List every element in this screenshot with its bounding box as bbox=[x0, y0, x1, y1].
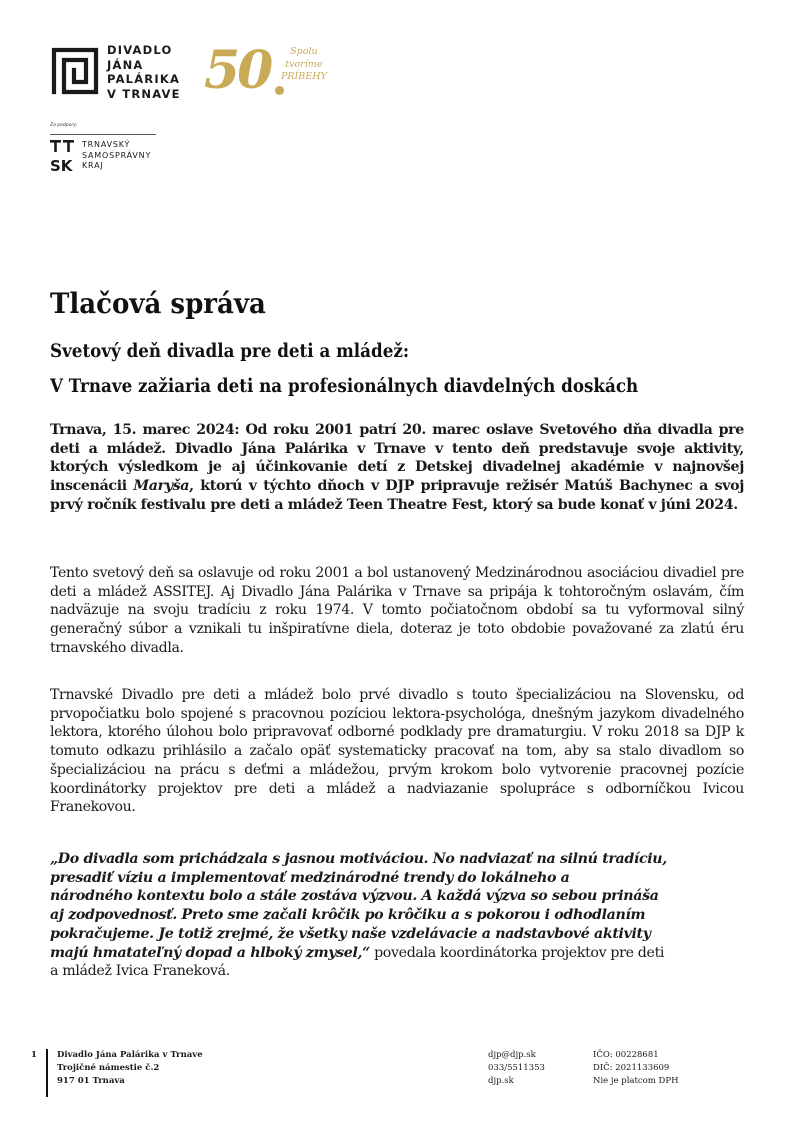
ttsk-wordmark bbox=[82, 140, 151, 172]
djp-maze-logo-icon bbox=[50, 46, 100, 96]
document-title: Tlačová správa bbox=[50, 287, 266, 320]
footer-phone: 033/5511353 bbox=[488, 1063, 545, 1073]
djp-logo-wordmark bbox=[107, 43, 181, 101]
anniversary-logo bbox=[204, 42, 354, 102]
production-title: Maryša bbox=[133, 478, 190, 495]
lead-paragraph bbox=[50, 421, 744, 515]
body-paragraph: Trnavské Divadlo pre deti a mládež bolo prvé divadlo s touto špecializáciou na Slovensku, od prvopočiatku bolo spojené s pracovnou pozíciou lektora-psychológa, dnešným jazykom divadelného lektora, ktorého úlohou bolo pripravovať odborné podklady pre dramaturgiu. V roku 2018 sa DJP k tomuto odkazu prihlásilo a začalo opäť systematicky pracovať na tom, aby sa stalo divadlom so špecializáciou na prácu s deťmi a mládežou, prvým krokom bolo vytvorenie pracovnej pozície koordinátorky projektov pre deti a mládež a nadviazanie spolupráce s odborníčkou Ivicou Franekovou. bbox=[50, 687, 744, 816]
anniversary-dot bbox=[275, 86, 284, 95]
ttsk-line: KRAJ bbox=[82, 161, 104, 170]
lead-text: , ktorú v týchto dňoch v DJP pripravuje režisér Matúš Bachynec a svoj prvý ročník festivalu pre deti a mládež Teen Theatre Fest, ktorý sa bude konať v júni 2024. bbox=[50, 478, 744, 513]
footer-line: IČO: 00228681 bbox=[593, 1050, 659, 1060]
ttsk-line: TRNAVSKÝ bbox=[82, 140, 131, 149]
quote-line: aj zodpovednosť. Preto sme začali krôčik po krôčiku a s pokorou i odhodlaním bbox=[50, 907, 646, 924]
document-subtitle: Svetový deň divadla pre deti a mládež: bbox=[50, 341, 410, 362]
quote-line: národného kontextu bolo a stále zostáva výzvou. A každá výzva so sebou prináša bbox=[50, 888, 659, 905]
lead-text: Trnava, 15. marec 2024: Od roku 2001 patrí 20. marec oslave Svetového dňa divadla pre deti a mládež. Divadlo Jána Palárika v Trnave v tento deň predstavuje svoje aktivity, ktorých výsledkom je aj účinkovanie detí z Detskej divadelnej akadémie v najnovšej inscenácii bbox=[50, 422, 744, 495]
quote-line: presadiť víziu a implementovať medzinárodné trendy do lokálneho a bbox=[50, 869, 570, 886]
quote-paragraph bbox=[50, 850, 744, 981]
footer-address bbox=[57, 1049, 203, 1088]
logo-line: PALÁRIKA bbox=[107, 72, 181, 86]
logo-line: DIVADLO bbox=[107, 43, 173, 57]
footer-email[interactable]: djp@djp.sk bbox=[488, 1050, 536, 1060]
tagline-line: tvoríme bbox=[285, 58, 323, 70]
quote-line: majú hmatateľný dopad a hlboký zmysel,“ bbox=[50, 944, 370, 961]
quote-line: pokračujeme. Je totiž zrejmé, že všetky naše vzdelávacie a nadstavbové aktivity bbox=[50, 925, 651, 942]
footer-line: 917 01 Trnava bbox=[57, 1076, 125, 1086]
document-headline: V Trnave zažiaria deti na profesionálnych diavdelných doskách bbox=[50, 376, 639, 397]
footer-divider bbox=[46, 1049, 48, 1097]
quote-attribution: a mládež Ivica Franeková. bbox=[50, 963, 230, 980]
footer-website[interactable]: djp.sk bbox=[488, 1076, 514, 1086]
svg-text:SK: SK bbox=[50, 157, 73, 172]
footer-company-ids bbox=[593, 1049, 679, 1088]
page-number: 1 bbox=[31, 1050, 37, 1060]
footer-line: Trojičné námestie č.2 bbox=[57, 1063, 160, 1073]
quote-line: „Do divadla som prichádzala s jasnou motiváciou. No nadviazať na silnú tradíciu, bbox=[50, 851, 667, 867]
logo-line: V TRNAVE bbox=[107, 86, 181, 101]
ttsk-logo-icon bbox=[50, 140, 76, 172]
body-paragraph: Tento svetový deň sa oslavuje od roku 2001 a bol ustanovený Medzinárodnou asociáciou divadiel pre deti a mládež ASSITEJ. Aj Divadlo Jána Palárika v Trnave sa pripája k tohtoročným oslavám, čím nadväzuje na svoju tradíciu z roku 1974. V tomto počiatočnom období sa tu vyformoval silný generačný súbor a vznikali tu inšpiratívne diela, doteraz je toto obdobie považované za zlatú éru trnavského divadla. bbox=[50, 565, 744, 656]
footer-line: DIČ: 2021133609 bbox=[593, 1063, 670, 1073]
quote-attribution: povedala koordinátorka projektov pre deti bbox=[369, 944, 665, 961]
footer-line: Nie je platcom DPH bbox=[593, 1076, 679, 1086]
anniversary-number: 50 bbox=[204, 40, 271, 101]
support-label: Za podpory: bbox=[50, 123, 78, 128]
logo-line: JÁNA bbox=[107, 57, 144, 72]
footer-line: Divadlo Jána Palárika v Trnave bbox=[57, 1050, 203, 1060]
footer-contact bbox=[488, 1049, 545, 1088]
anniversary-tagline bbox=[281, 46, 327, 84]
ttsk-line: SAMOSPRÁVNY bbox=[82, 150, 152, 160]
tagline-line: PRÍBEHY bbox=[281, 71, 327, 82]
support-divider bbox=[50, 134, 156, 135]
tagline-line: Spolu bbox=[290, 46, 318, 57]
